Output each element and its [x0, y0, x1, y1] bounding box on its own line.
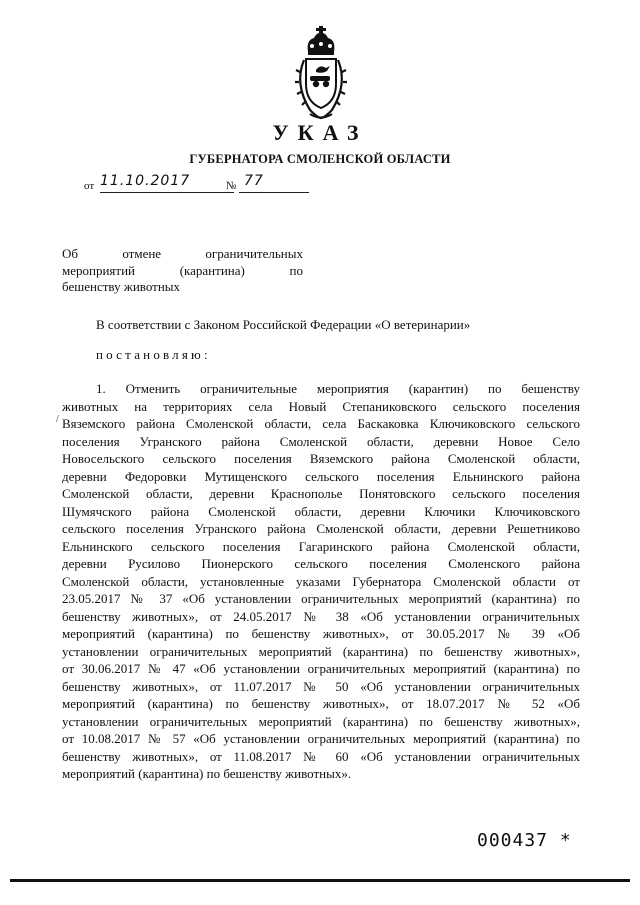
preamble-text: В соответствии с Законом Российской Федерации «О ветеринарии»: [96, 317, 471, 332]
body-line: от 10.08.2017 № 57 «Об установлении ограничительных мероприятий (карантина) по: [62, 731, 580, 746]
serial-number: 000437 *: [477, 830, 572, 851]
body-line: 1. Отменить ограничительные мероприятия (карантин) по бешенству: [96, 381, 580, 396]
body-line: бешенству животных», от 11.08.2017 № 60 «Об установлении ограничительных: [62, 748, 580, 764]
bottom-rule: [10, 879, 630, 882]
margin-mark: /: [56, 414, 59, 425]
body-line: Вяземского района Смоленской области, села Баскаковка Ключиковского сельского: [62, 416, 580, 431]
body-line: мероприятий (карантина) по бешенству животных», от 18.07.2017 № 52 «Об: [62, 696, 580, 711]
decree-word: постановляю:: [96, 347, 211, 362]
body-line: деревни Федоровки Мутищенского сельского поселения Ельнинского района: [62, 468, 580, 484]
number-label: №: [226, 180, 237, 192]
document-subtitle: ГУБЕРНАТОРА СМОЛЕНСКОЙ ОБЛАСТИ: [189, 152, 451, 166]
body-line: бешенству животных», от 11.07.2017 № 50 «Об установлении ограничительных: [62, 678, 580, 694]
number-underline: [239, 192, 309, 193]
body-line: 23.05.2017 № 37 «Об установлении ограничительных мероприятий (карантина) по: [62, 591, 580, 606]
body-line: бешенству животных», от 24.05.2017 № 38 «Об установлении ограничительных: [62, 608, 580, 624]
subject-line: мероприятий (карантина) по: [62, 262, 303, 278]
body-line: Новосельского сельского поселения Вяземского района Смоленской области,: [62, 451, 580, 466]
coat-of-arms-emblem: [290, 22, 352, 122]
body-line: от 30.06.2017 № 47 «Об установлении ограничительных мероприятий (карантина) по: [62, 661, 580, 676]
shield-icon: [306, 59, 336, 108]
date-underline: [100, 192, 234, 193]
body-line: Ельнинского сельского поселения Гагаринского района Смоленской области,: [62, 538, 580, 554]
subject-line: Об отмене ограничительных: [62, 246, 303, 261]
crown-icon: [308, 26, 335, 55]
body-line: сельского поселения Угранского района Смоленской области, деревни Решетниково: [62, 521, 580, 536]
number-value: 77: [244, 173, 264, 189]
document-subject: [62, 246, 303, 296]
body-line: деревни Русилово Пионерского сельского поселения Смоленского района: [62, 556, 580, 571]
body-line: животных на территориях села Новый Степаниковского сельского поселения: [62, 398, 580, 414]
body-line: установлении ограничительных мероприятий (карантина) по бешенству животных»,: [62, 713, 580, 729]
body-line: установлении ограничительных мероприятий (карантина) по бешенству животных»,: [62, 643, 580, 659]
body-line: мероприятий (карантина) по бешенству животных», от 30.05.2017 № 39 «Об: [62, 626, 580, 641]
body-line: поселения Угранского района Смоленской области, деревни Новое Село: [62, 433, 580, 449]
date-label: от: [84, 180, 95, 192]
date-value: 11.10.2017: [100, 173, 191, 189]
document-body: [62, 380, 580, 783]
subject-line: бешенству животных: [62, 279, 181, 294]
body-line: Смоленской области, деревни Краснополье Понятовского сельского поселения: [62, 486, 580, 501]
body-line: мероприятий (карантина) по бешенству животных».: [62, 766, 352, 781]
body-line: Шумячского района Смоленской области, деревни Ключики Ключиковского: [62, 503, 580, 519]
body-line: Смоленской области, установленные указами Губернатора Смоленской области от: [62, 573, 580, 589]
document-title: УКАЗ: [272, 120, 368, 145]
